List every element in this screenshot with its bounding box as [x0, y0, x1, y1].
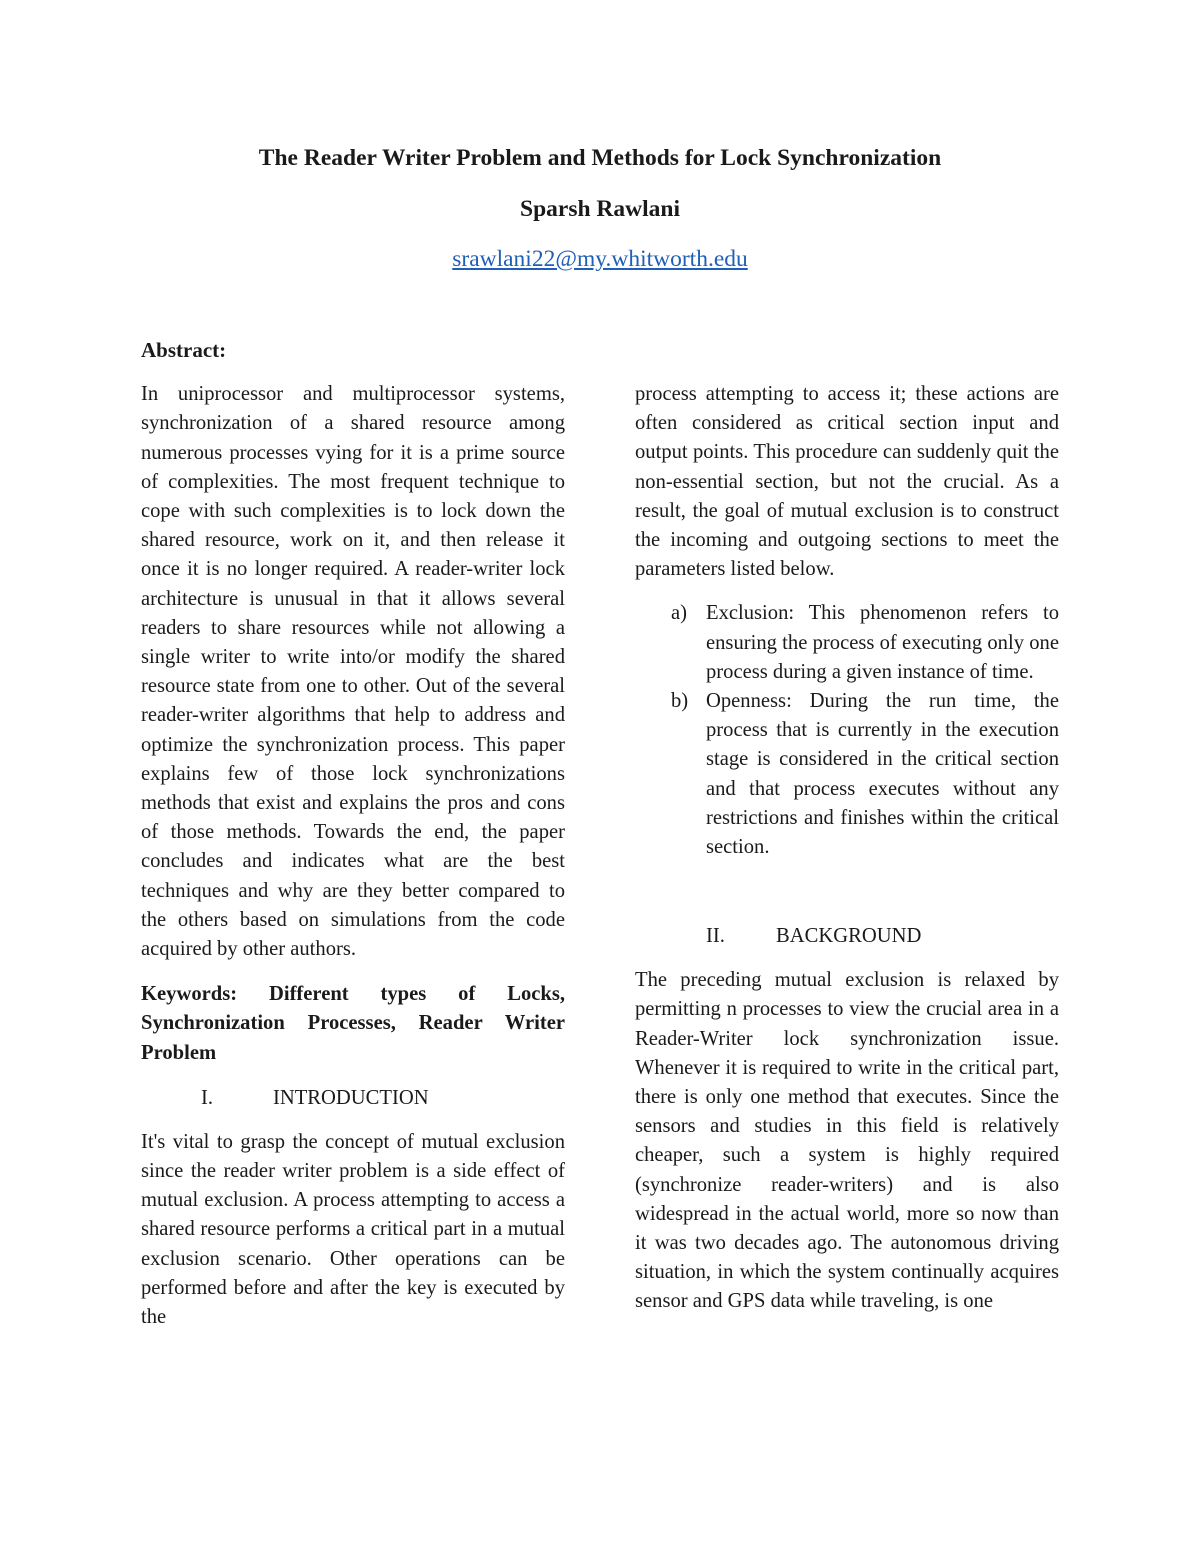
author-name: Sparsh Rawlani [520, 196, 680, 222]
abstract-text: In uniprocessor and multiprocessor systems, synchronization of a shared resource among numerous processes vying for it is a prime source of complexities. The most frequent technique to cope with such complexities is to lock down the shared resource, work on it, and then release it once it is no longer required. A reader-writer lock architecture is unusual in that it allows several readers to share resources while not allowing a single writer to write into/or modify the shared resource state from one to other. Out of the several reader-writer algorithms that help to address and optimize the synchronization process. This paper explains few of those lock synchronizations methods that exist and explains the pros and cons of those methods. Towards the end, the paper concludes and indicates what are the best techniques and why are they better compared to the others based on simulations from the code acquired by other authors. [141, 383, 565, 961]
spacer [635, 862, 1059, 906]
section-heading-background [635, 922, 1059, 951]
email-link[interactable]: srawlani22@my.whitworth.edu [452, 246, 748, 272]
right-column [635, 380, 1059, 1317]
introduction-continued-text: process attempting to access it; these actions are often considered as critical section input and output points. This procedure can suddenly quit the non-essential section, but not the crucial. As a result, the goal of mutual exclusion is to construct the incoming and outgoing sections to meet the parameters listed below. [635, 383, 1059, 581]
author-email [0, 244, 1200, 274]
section-number: II. [706, 925, 725, 948]
section-number: I. [201, 1086, 214, 1109]
background-text: The preceding mutual exclusion is relaxed by permitting n processes to view the crucial area in a Reader-Writer lock synchronization issue. Whenever it is required to write in the critical part, there is only one method that executes. Since the sensors and studies in this field is relatively cheaper, such a system is highly required (synchronize reader-writers) and is also widespread in the actual world, more so now than it was two decades ago. The autonomous driving situation, in which the system continually acquires sensor and GPS data while traveling, is one [635, 969, 1059, 1313]
list-marker: a) [671, 602, 687, 625]
section-title: BACKGROUND [776, 925, 922, 948]
list-item [635, 687, 1059, 862]
introduction-text: It's vital to grasp the concept of mutual exclusion since the reader writer problem is a side effect of mutual exclusion. A process attempting to access a shared resource performs a critical part in a mutual exclusion scenario. Other operations can be performed before and after the key is executed by the [141, 1130, 565, 1329]
left-column [141, 336, 565, 1332]
abstract-heading: Abstract: [141, 338, 227, 362]
section-title: INTRODUCTION [273, 1086, 429, 1109]
list-item [635, 599, 1059, 687]
list-item-text: Openness: During the run time, the process that is currently in the execution stage is considered in the critical section and that process executes without any restrictions and finishes within the critical section. [706, 690, 1059, 859]
section-heading-introduction [141, 1084, 565, 1113]
list-marker: b) [671, 690, 689, 713]
list-item-text: Exclusion: This phenomenon refers to ensuring the process of executing only one process during a given instance of time. [706, 602, 1059, 683]
paper-title: The Reader Writer Problem and Methods for Lock Synchronization [258, 145, 942, 171]
keywords: Keywords: Different types of Locks, Synchronization Processes, Reader Writer Problem [141, 983, 565, 1064]
requirements-list [635, 599, 1059, 862]
